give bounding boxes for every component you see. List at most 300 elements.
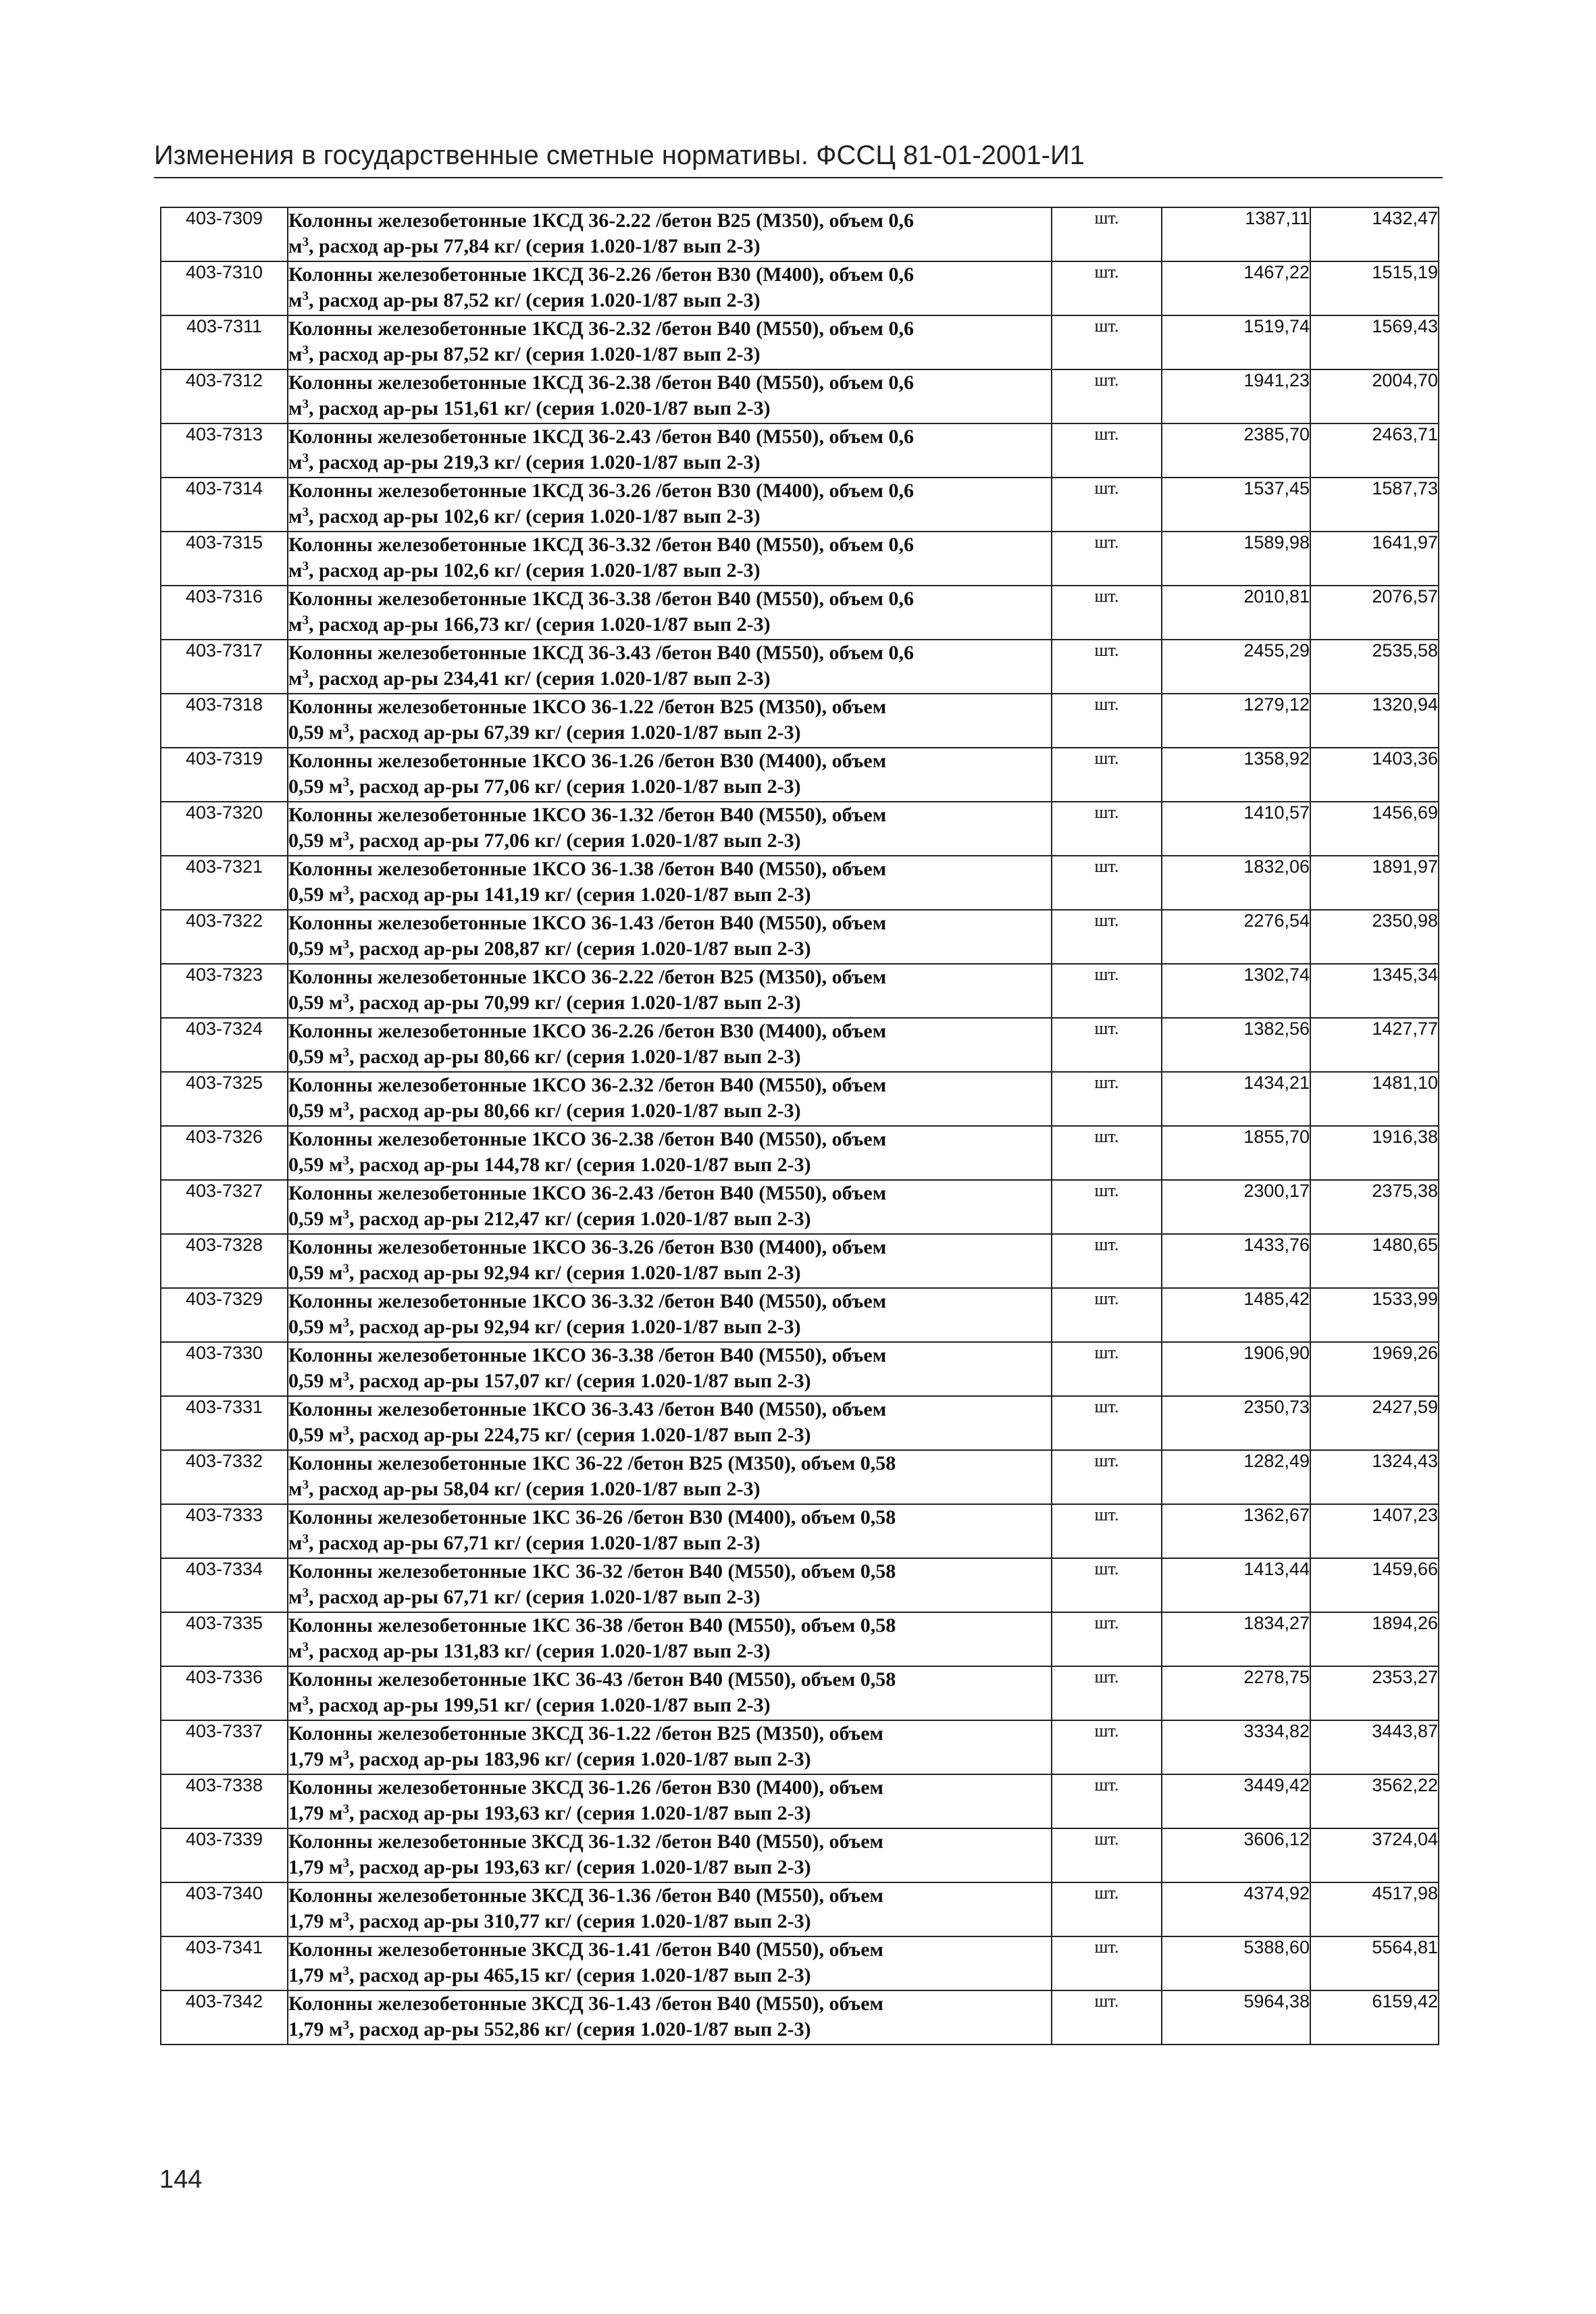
row-unit: шт.	[1052, 532, 1162, 586]
row-code: 403-7328	[161, 1234, 288, 1288]
description-volume: 0,59 м	[288, 721, 343, 744]
row-code: 403-7317	[161, 640, 288, 694]
row-unit: шт.	[1052, 315, 1162, 369]
row-price-1: 3449,42	[1162, 1774, 1310, 1828]
description-line-2: , расход ар-ры 92,94 кг/ (серия 1.020-1/87 вып 2-3)	[349, 1262, 801, 1284]
cubic-superscript: 3	[342, 1856, 349, 1870]
row-price-2: 1481,10	[1310, 1072, 1439, 1126]
description-line-1: Колонны железобетонные 1КСО 36-1.26 /бетон В30 (М400), объем	[288, 750, 887, 772]
row-description	[288, 694, 1052, 748]
row-price-2: 1569,43	[1310, 315, 1439, 369]
row-description	[288, 1072, 1052, 1126]
description-volume: 0,59 м	[288, 1100, 343, 1122]
table-row	[161, 1504, 1439, 1558]
description-line-2: , расход ар-ры 310,77 кг/ (серия 1.020-1/87 вып 2-3)	[349, 1910, 811, 1932]
row-price-1: 1834,27	[1162, 1612, 1310, 1666]
description-line-1: Колонны железобетонные 1КС 36-32 /бетон В40 (М550), объем 0,58	[288, 1560, 896, 1583]
cubic-superscript: 3	[302, 559, 309, 573]
table-row	[161, 1828, 1439, 1882]
row-unit: шт.	[1052, 1504, 1162, 1558]
description-volume: 0,59 м	[288, 775, 343, 798]
description-volume: 0,59 м	[288, 1262, 343, 1284]
row-price-2: 2375,38	[1310, 1180, 1439, 1234]
row-price-1: 1282,49	[1162, 1450, 1310, 1504]
row-price-2: 1641,97	[1310, 532, 1439, 586]
row-price-2: 1533,99	[1310, 1288, 1439, 1342]
row-code: 403-7333	[161, 1504, 288, 1558]
description-volume: м	[288, 235, 303, 257]
row-price-1: 2455,29	[1162, 640, 1310, 694]
description-line-2: , расход ар-ры 224,75 кг/ (серия 1.020-1/87 вып 2-3)	[349, 1424, 811, 1446]
table-row	[161, 1612, 1439, 1666]
description-line-1: Колонны железобетонные 1КСО 36-2.43 /бетон В40 (М550), объем	[288, 1182, 887, 1204]
description-volume: м	[288, 397, 303, 419]
row-price-1: 1941,23	[1162, 369, 1310, 423]
row-unit: шт.	[1052, 1018, 1162, 1072]
description-line-2: , расход ар-ры 141,19 кг/ (серия 1.020-1/87 вып 2-3)	[349, 883, 811, 906]
row-code: 403-7327	[161, 1180, 288, 1234]
row-code: 403-7329	[161, 1288, 288, 1342]
description-line-1: Колонны железобетонные 1КСО 36-3.26 /бетон В30 (М400), объем	[288, 1236, 887, 1258]
description-volume: м	[288, 1478, 303, 1500]
row-code: 403-7335	[161, 1612, 288, 1666]
row-price-2: 1432,47	[1310, 207, 1439, 261]
row-price-2: 1969,26	[1310, 1342, 1439, 1396]
row-unit: шт.	[1052, 1396, 1162, 1450]
row-price-2: 5564,81	[1310, 1936, 1439, 1990]
row-description	[288, 1180, 1052, 1234]
row-code: 403-7323	[161, 964, 288, 1018]
cubic-superscript: 3	[302, 451, 309, 465]
cubic-superscript: 3	[342, 829, 349, 844]
cubic-superscript: 3	[302, 235, 309, 249]
row-price-2: 2535,58	[1310, 640, 1439, 694]
row-description	[288, 856, 1052, 910]
row-price-1: 1279,12	[1162, 694, 1310, 748]
description-line-1: Колонны железобетонные 1КС 36-22 /бетон В25 (М350), объем 0,58	[288, 1452, 896, 1474]
table-row	[161, 1342, 1439, 1396]
cubic-superscript: 3	[302, 667, 309, 682]
table-row	[161, 694, 1439, 748]
row-price-1: 3334,82	[1162, 1720, 1310, 1774]
row-code: 403-7339	[161, 1828, 288, 1882]
description-line-2: , расход ар-ры 80,66 кг/ (серия 1.020-1/87 вып 2-3)	[349, 1046, 801, 1068]
description-line-1: Колонны железобетонные 1КСО 36-2.32 /бетон В40 (М550), объем	[288, 1074, 887, 1096]
description-line-1: Колонны железобетонные 3КСД 36-1.36 /бетон В40 (М550), объем	[288, 1884, 883, 1907]
row-price-1: 1906,90	[1162, 1342, 1310, 1396]
row-price-2: 1891,97	[1310, 856, 1439, 910]
cubic-superscript: 3	[302, 1586, 309, 1600]
cubic-superscript: 3	[342, 1316, 349, 1330]
description-volume: 1,79 м	[288, 1964, 343, 1986]
description-line-2: , расход ар-ры 199,51 кг/ (серия 1.020-1/87 вып 2-3)	[308, 1694, 771, 1716]
description-line-1: Колонны железобетонные 1КСД 36-2.26 /бетон В30 (М400), объем 0,6	[288, 263, 914, 286]
cubic-superscript: 3	[342, 1154, 349, 1168]
row-code: 403-7309	[161, 207, 288, 261]
row-price-2: 2463,71	[1310, 423, 1439, 478]
description-volume: 0,59 м	[288, 1154, 343, 1176]
page-header: Изменения в государственные сметные нормативы. ФССЦ 81-01-2001-И1	[154, 140, 1085, 170]
table-row	[161, 261, 1439, 315]
description-volume: 0,59 м	[288, 883, 343, 906]
row-price-1: 3606,12	[1162, 1828, 1310, 1882]
description-line-1: Колонны железобетонные 3КСД 36-1.32 /бетон В40 (М550), объем	[288, 1830, 883, 1853]
table-row	[161, 369, 1439, 423]
description-line-1: Колонны железобетонные 1КСО 36-1.43 /бетон В40 (М550), объем	[288, 912, 887, 934]
row-description	[288, 1504, 1052, 1558]
row-description	[288, 1882, 1052, 1936]
cubic-superscript: 3	[302, 1532, 309, 1546]
row-unit: шт.	[1052, 1180, 1162, 1234]
row-description	[288, 1666, 1052, 1720]
row-code: 403-7320	[161, 802, 288, 856]
cubic-superscript: 3	[302, 505, 309, 519]
row-unit: шт.	[1052, 261, 1162, 315]
row-description	[288, 1342, 1052, 1396]
row-price-1: 1434,21	[1162, 1072, 1310, 1126]
description-line-2: , расход ар-ры 157,07 кг/ (серия 1.020-1/87 вып 2-3)	[349, 1370, 811, 1392]
row-unit: шт.	[1052, 423, 1162, 478]
row-description	[288, 315, 1052, 369]
row-description	[288, 532, 1052, 586]
row-price-1: 1302,74	[1162, 964, 1310, 1018]
cubic-superscript: 3	[342, 721, 349, 736]
row-unit: шт.	[1052, 1882, 1162, 1936]
row-price-2: 3562,22	[1310, 1774, 1439, 1828]
row-unit: шт.	[1052, 856, 1162, 910]
header-rule	[154, 177, 1443, 178]
description-line-2: , расход ар-ры 87,52 кг/ (серия 1.020-1/87 вып 2-3)	[308, 289, 761, 311]
row-price-2: 1345,34	[1310, 964, 1439, 1018]
row-unit: шт.	[1052, 207, 1162, 261]
table-row	[161, 802, 1439, 856]
cubic-superscript: 3	[302, 1478, 309, 1492]
row-code: 403-7321	[161, 856, 288, 910]
table-row	[161, 1882, 1439, 1936]
description-line-2: , расход ар-ры 193,63 кг/ (серия 1.020-1/87 вып 2-3)	[349, 1802, 811, 1824]
table-row	[161, 1450, 1439, 1504]
cubic-superscript: 3	[342, 1424, 349, 1438]
description-line-2: , расход ар-ры 208,87 кг/ (серия 1.020-1/87 вып 2-3)	[349, 937, 811, 960]
row-price-1: 1413,44	[1162, 1558, 1310, 1612]
description-line-2: , расход ар-ры 58,04 кг/ (серия 1.020-1/87 вып 2-3)	[308, 1478, 761, 1500]
row-unit: шт.	[1052, 1288, 1162, 1342]
row-unit: шт.	[1052, 1936, 1162, 1990]
description-volume: м	[288, 613, 303, 636]
row-price-2: 6159,42	[1310, 1990, 1439, 2045]
row-description	[288, 1234, 1052, 1288]
cubic-superscript: 3	[342, 937, 349, 952]
cubic-superscript: 3	[342, 992, 349, 1006]
description-line-2: , расход ар-ры 80,66 кг/ (серия 1.020-1/87 вып 2-3)	[349, 1100, 801, 1122]
cubic-superscript: 3	[342, 1964, 349, 1978]
row-price-2: 1587,73	[1310, 478, 1439, 532]
description-line-1: Колонны железобетонные 1КСД 36-2.22 /бетон В25 (М350), объем 0,6	[288, 209, 914, 232]
description-line-2: , расход ар-ры 87,52 кг/ (серия 1.020-1/87 вып 2-3)	[308, 343, 761, 365]
row-price-2: 1324,43	[1310, 1450, 1439, 1504]
row-price-1: 1387,11	[1162, 207, 1310, 261]
row-price-1: 1832,06	[1162, 856, 1310, 910]
row-code: 403-7311	[161, 315, 288, 369]
row-price-2: 1427,77	[1310, 1018, 1439, 1072]
row-code: 403-7331	[161, 1396, 288, 1450]
row-unit: шт.	[1052, 369, 1162, 423]
row-code: 403-7337	[161, 1720, 288, 1774]
description-line-1: Колонны железобетонные 1КСО 36-3.38 /бетон В40 (М550), объем	[288, 1344, 887, 1366]
row-unit: шт.	[1052, 748, 1162, 802]
description-volume: м	[288, 343, 303, 365]
description-volume: м	[288, 559, 303, 582]
row-description	[288, 1774, 1052, 1828]
page-number: 144	[159, 2165, 203, 2194]
cubic-superscript: 3	[342, 1262, 349, 1276]
table-row	[161, 1018, 1439, 1072]
cubic-superscript: 3	[342, 775, 349, 790]
row-description	[288, 640, 1052, 694]
row-unit: шт.	[1052, 910, 1162, 964]
description-line-1: Колонны железобетонные 1КСД 36-3.26 /бетон В30 (М400), объем 0,6	[288, 480, 914, 502]
description-line-1: Колонны железобетонные 3КСД 36-1.22 /бетон В25 (М350), объем	[288, 1722, 883, 1745]
description-line-1: Колонны железобетонные 1КСО 36-2.22 /бетон В25 (М350), объем	[288, 966, 887, 988]
description-volume: м	[288, 289, 303, 311]
cubic-superscript: 3	[342, 1100, 349, 1114]
table-row	[161, 1558, 1439, 1612]
row-unit: шт.	[1052, 1720, 1162, 1774]
row-price-1: 1589,98	[1162, 532, 1310, 586]
description-volume: м	[288, 505, 303, 528]
row-price-2: 1407,23	[1310, 1504, 1439, 1558]
row-unit: шт.	[1052, 802, 1162, 856]
description-volume: м	[288, 1586, 303, 1608]
row-price-1: 2385,70	[1162, 423, 1310, 478]
row-price-2: 1916,38	[1310, 1126, 1439, 1180]
row-description	[288, 1990, 1052, 2045]
description-volume: 1,79 м	[288, 1856, 343, 1878]
row-code: 403-7316	[161, 586, 288, 640]
description-line-1: Колонны железобетонные 1КСО 36-3.32 /бетон В40 (М550), объем	[288, 1290, 887, 1312]
row-unit: шт.	[1052, 640, 1162, 694]
row-description	[288, 964, 1052, 1018]
row-price-2: 3443,87	[1310, 1720, 1439, 1774]
description-line-1: Колонны железобетонные 1КСД 36-2.38 /бетон В40 (М550), объем 0,6	[288, 371, 914, 394]
table-row	[161, 1126, 1439, 1180]
description-line-2: , расход ар-ры 77,06 кг/ (серия 1.020-1/87 вып 2-3)	[349, 775, 801, 798]
row-code: 403-7315	[161, 532, 288, 586]
price-table	[160, 207, 1439, 2045]
cubic-superscript: 3	[342, 2018, 349, 2032]
row-unit: шт.	[1052, 694, 1162, 748]
table-row	[161, 910, 1439, 964]
row-price-2: 4517,98	[1310, 1882, 1439, 1936]
row-unit: шт.	[1052, 1126, 1162, 1180]
description-volume: 0,59 м	[288, 1370, 343, 1392]
description-volume: 0,59 м	[288, 992, 343, 1014]
description-line-1: Колонны железобетонные 1КСО 36-3.43 /бетон В40 (М550), объем	[288, 1398, 887, 1420]
description-line-1: Колонны железобетонные 1КСД 36-3.32 /бетон В40 (М550), объем 0,6	[288, 534, 914, 556]
table-row	[161, 964, 1439, 1018]
description-line-2: , расход ар-ры 67,39 кг/ (серия 1.020-1/87 вып 2-3)	[349, 721, 801, 744]
row-price-2: 1515,19	[1310, 261, 1439, 315]
description-line-2: , расход ар-ры 70,99 кг/ (серия 1.020-1/87 вып 2-3)	[349, 992, 801, 1014]
cubic-superscript: 3	[342, 883, 349, 898]
row-unit: шт.	[1052, 964, 1162, 1018]
description-volume: м	[288, 1640, 303, 1662]
description-volume: м	[288, 1694, 303, 1716]
table-row	[161, 478, 1439, 532]
row-code: 403-7338	[161, 1774, 288, 1828]
row-price-1: 2278,75	[1162, 1666, 1310, 1720]
description-volume: м	[288, 1532, 303, 1554]
row-price-1: 1358,92	[1162, 748, 1310, 802]
row-code: 403-7341	[161, 1936, 288, 1990]
row-price-2: 1459,66	[1310, 1558, 1439, 1612]
row-price-1: 2010,81	[1162, 586, 1310, 640]
row-code: 403-7336	[161, 1666, 288, 1720]
row-unit: шт.	[1052, 586, 1162, 640]
row-code: 403-7326	[161, 1126, 288, 1180]
row-code: 403-7325	[161, 1072, 288, 1126]
table-row	[161, 1936, 1439, 1990]
cubic-superscript: 3	[302, 397, 309, 411]
row-code: 403-7312	[161, 369, 288, 423]
description-volume: 0,59 м	[288, 1316, 343, 1338]
description-line-1: Колонны железобетонные 3КСД 36-1.26 /бетон В30 (М400), объем	[288, 1776, 883, 1799]
row-price-1: 2276,54	[1162, 910, 1310, 964]
row-price-1: 1410,57	[1162, 802, 1310, 856]
row-description	[288, 586, 1052, 640]
row-description	[288, 1558, 1052, 1612]
row-description	[288, 423, 1052, 478]
row-code: 403-7340	[161, 1882, 288, 1936]
row-price-2: 1894,26	[1310, 1612, 1439, 1666]
row-code: 403-7313	[161, 423, 288, 478]
description-volume: 1,79 м	[288, 1910, 343, 1932]
description-line-2: , расход ар-ры 465,15 кг/ (серия 1.020-1/87 вып 2-3)	[349, 1964, 811, 1986]
row-unit: шт.	[1052, 1450, 1162, 1504]
row-description	[288, 1936, 1052, 1990]
description-line-2: , расход ар-ры 77,06 кг/ (серия 1.020-1/87 вып 2-3)	[349, 829, 801, 852]
description-line-2: , расход ар-ры 77,84 кг/ (серия 1.020-1/87 вып 2-3)	[308, 235, 761, 257]
table-row	[161, 586, 1439, 640]
cubic-superscript: 3	[342, 1208, 349, 1222]
description-volume: м	[288, 451, 303, 473]
description-line-2: , расход ар-ры 219,3 кг/ (серия 1.020-1/87 вып 2-3)	[308, 451, 761, 473]
description-line-1: Колонны железобетонные 3КСД 36-1.41 /бетон В40 (М550), объем	[288, 1938, 883, 1961]
description-line-1: Колонны железобетонные 1КСД 36-2.32 /бетон В40 (М550), объем 0,6	[288, 317, 914, 340]
row-unit: шт.	[1052, 1612, 1162, 1666]
cubic-superscript: 3	[302, 1640, 309, 1654]
row-description	[288, 478, 1052, 532]
row-unit: шт.	[1052, 1072, 1162, 1126]
row-code: 403-7319	[161, 748, 288, 802]
description-volume: 0,59 м	[288, 1208, 343, 1230]
row-unit: шт.	[1052, 1774, 1162, 1828]
row-code: 403-7322	[161, 910, 288, 964]
row-unit: шт.	[1052, 1828, 1162, 1882]
row-description	[288, 748, 1052, 802]
row-price-2: 1480,65	[1310, 1234, 1439, 1288]
cubic-superscript: 3	[342, 1748, 349, 1762]
row-price-1: 4374,92	[1162, 1882, 1310, 1936]
table-row	[161, 1288, 1439, 1342]
table-row	[161, 640, 1439, 694]
cubic-superscript: 3	[342, 1046, 349, 1060]
description-line-1: Колонны железобетонные 1КС 36-43 /бетон В40 (М550), объем 0,58	[288, 1668, 896, 1691]
description-line-1: Колонны железобетонные 1КСО 36-1.38 /бетон В40 (М550), объем	[288, 858, 887, 880]
description-volume: 0,59 м	[288, 937, 343, 960]
cubic-superscript: 3	[302, 289, 309, 303]
description-line-2: , расход ар-ры 166,73 кг/ (серия 1.020-1/87 вып 2-3)	[308, 613, 771, 636]
table-row	[161, 1666, 1439, 1720]
row-description	[288, 369, 1052, 423]
row-price-1: 1485,42	[1162, 1288, 1310, 1342]
description-line-2: , расход ар-ры 131,83 кг/ (серия 1.020-1/87 вып 2-3)	[308, 1640, 771, 1662]
row-price-2: 1320,94	[1310, 694, 1439, 748]
row-price-1: 1537,45	[1162, 478, 1310, 532]
row-price-1: 1433,76	[1162, 1234, 1310, 1288]
description-volume: 0,59 м	[288, 829, 343, 852]
row-unit: шт.	[1052, 1990, 1162, 2045]
row-price-2: 1403,36	[1310, 748, 1439, 802]
row-unit: шт.	[1052, 1234, 1162, 1288]
row-price-2: 2076,57	[1310, 586, 1439, 640]
row-description	[288, 910, 1052, 964]
row-code: 403-7314	[161, 478, 288, 532]
description-line-2: , расход ар-ры 212,47 кг/ (серия 1.020-1/87 вып 2-3)	[349, 1208, 811, 1230]
description-volume: 1,79 м	[288, 1748, 343, 1770]
cubic-superscript: 3	[342, 1910, 349, 1924]
row-unit: шт.	[1052, 1666, 1162, 1720]
description-volume: 0,59 м	[288, 1046, 343, 1068]
cubic-superscript: 3	[342, 1370, 349, 1384]
row-price-2: 2353,27	[1310, 1666, 1439, 1720]
description-line-1: Колонны железобетонные 1КС 36-38 /бетон В40 (М550), объем 0,58	[288, 1614, 896, 1637]
description-volume: 0,59 м	[288, 1424, 343, 1446]
description-volume: 1,79 м	[288, 1802, 343, 1824]
description-line-1: Колонны железобетонные 1КСД 36-2.43 /бетон В40 (М550), объем 0,6	[288, 426, 914, 448]
table-row	[161, 856, 1439, 910]
row-code: 403-7334	[161, 1558, 288, 1612]
description-line-1: Колонны железобетонные 1КСО 36-1.32 /бетон В40 (М550), объем	[288, 804, 887, 826]
description-line-2: , расход ар-ры 67,71 кг/ (серия 1.020-1/87 вып 2-3)	[308, 1532, 761, 1554]
description-line-1: Колонны железобетонные 3КСД 36-1.43 /бетон В40 (М550), объем	[288, 1992, 883, 2015]
row-price-2: 2004,70	[1310, 369, 1439, 423]
row-description	[288, 1450, 1052, 1504]
description-line-2: , расход ар-ры 552,86 кг/ (серия 1.020-1/87 вып 2-3)	[349, 2018, 811, 2040]
description-line-2: , расход ар-ры 102,6 кг/ (серия 1.020-1/87 вып 2-3)	[308, 505, 761, 528]
row-description	[288, 1396, 1052, 1450]
row-code: 403-7324	[161, 1018, 288, 1072]
row-description	[288, 1720, 1052, 1774]
row-price-1: 1362,67	[1162, 1504, 1310, 1558]
row-price-1: 5388,60	[1162, 1936, 1310, 1990]
row-description	[288, 1612, 1052, 1666]
row-code: 403-7332	[161, 1450, 288, 1504]
row-description	[288, 1126, 1052, 1180]
description-line-1: Колонны железобетонные 1КСО 36-2.26 /бетон В30 (М400), объем	[288, 1020, 887, 1042]
cubic-superscript: 3	[302, 1694, 309, 1708]
row-unit: шт.	[1052, 1342, 1162, 1396]
cubic-superscript: 3	[302, 343, 309, 357]
row-code: 403-7342	[161, 1990, 288, 2045]
table-row	[161, 315, 1439, 369]
table-row	[161, 207, 1439, 261]
table-row	[161, 532, 1439, 586]
row-code: 403-7330	[161, 1342, 288, 1396]
description-line-1: Колонны железобетонные 1КСО 36-1.22 /бетон В25 (М350), объем	[288, 696, 887, 718]
row-description	[288, 1018, 1052, 1072]
description-line-1: Колонны железобетонные 1КСД 36-3.38 /бетон В40 (М550), объем 0,6	[288, 588, 914, 610]
